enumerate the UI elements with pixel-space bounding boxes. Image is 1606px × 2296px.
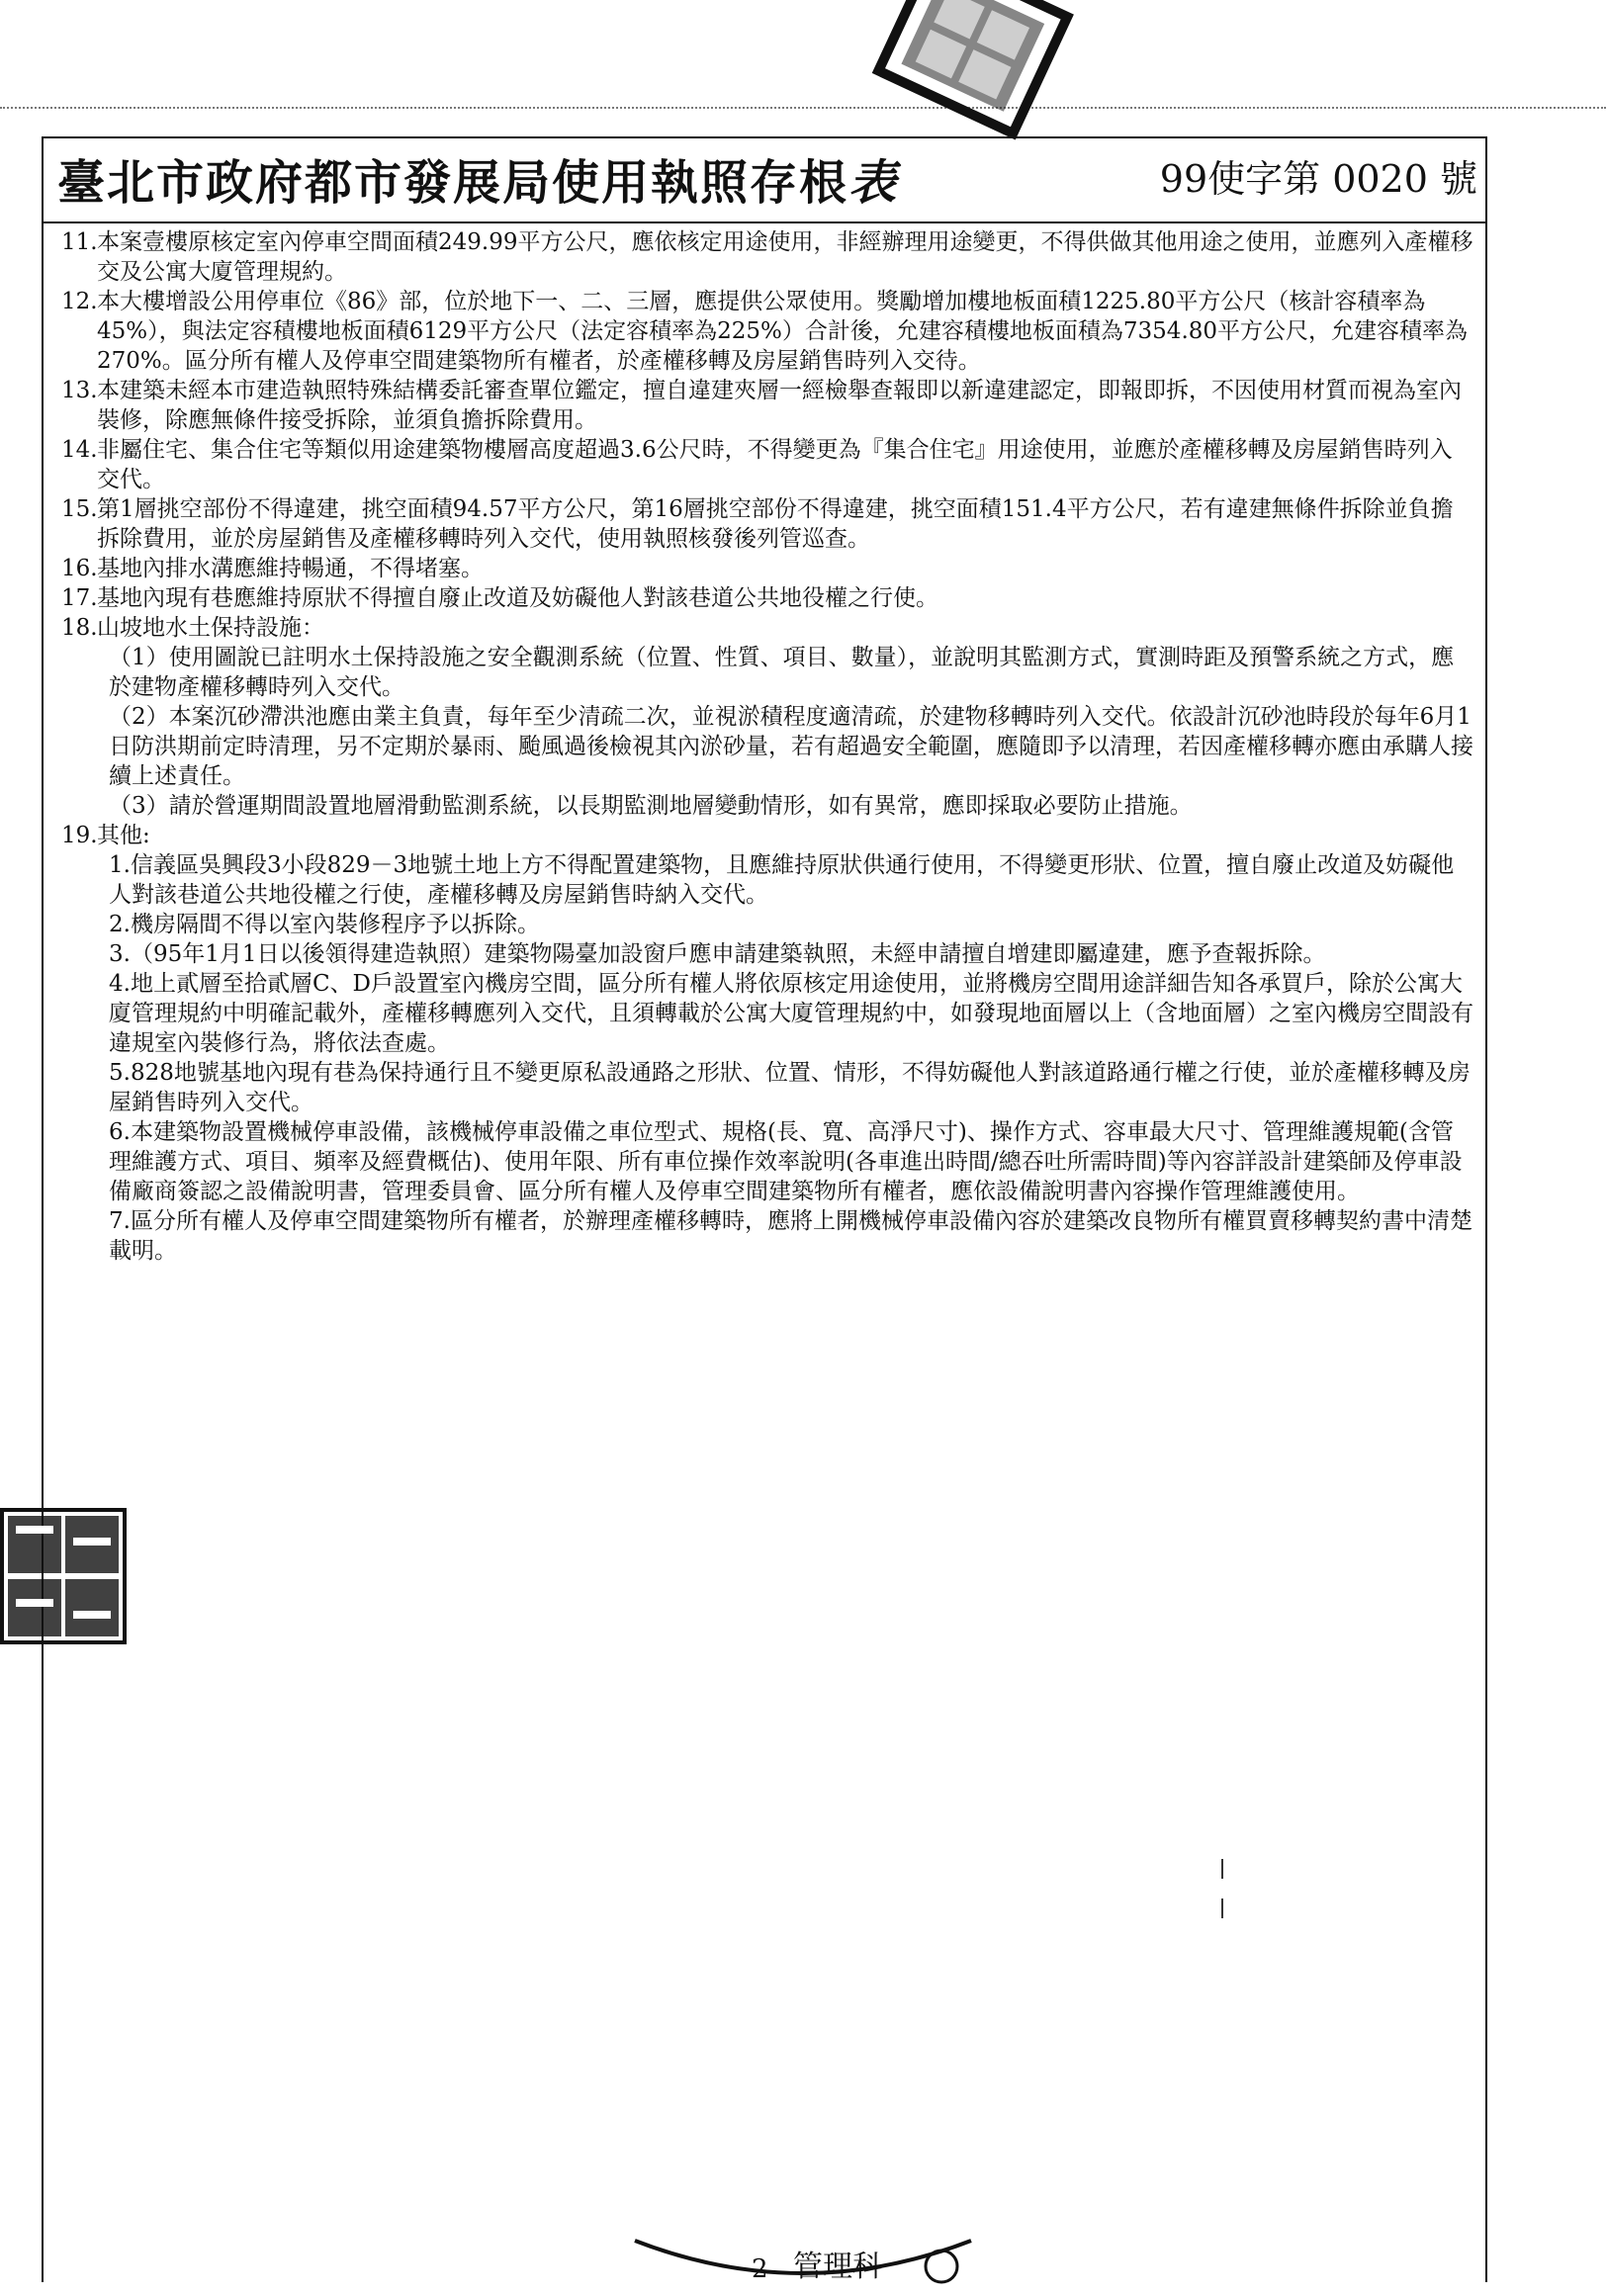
scan-marks bbox=[1212, 1859, 1232, 1968]
page-number: 2 bbox=[752, 2254, 768, 2284]
condition-text: 本大樓增設公用停車位《86》部，位於地下一、二、三層，應提供公眾使用。獎勵增加樓地板面積1225.80平方公尺（核計容積率為45%），與法定容積樓地板面積6129平方公尺（法定容積率為225%）合計後，允建容積樓地板面積為7354.80平方公尺，允建容積率為270%。區分所有權人及停車空間建築物所有權者，於產權移轉及房屋銷售時列入交待。 bbox=[97, 289, 1469, 374]
condition-subitem: 7.區分所有權人及停車空間建築物所有權者，於辦理產權移轉時，應將上開機械停車設備內容於建築改良物所有權買賣移轉契約書中清楚載明。 bbox=[109, 1208, 1472, 1264]
condition-subitem: 6.本建築物設置機械停車設備，該機械停車設備之車位型式、規格(長、寬、高淨尺寸)、操作方式、容車最大尺寸、管理維護規範(含管理維護方式、項目、頻率及經費概估)、使用年限、所有車位操作效率說明(各車進出時間/總吞吐所需時間)等內容詳設計建築師及停車設備廠商簽認之設備說明書，管理委員會、區分所有權人及停車空間建築物所有權者，應依設備說明書內容操作管理維護使用。 bbox=[109, 1119, 1463, 1204]
condition-item bbox=[61, 287, 1473, 376]
condition-number: 14. bbox=[61, 437, 98, 463]
condition-item bbox=[61, 435, 1473, 494]
condition-number: 17. bbox=[61, 585, 98, 611]
condition-text: 本案壹樓原核定室內停車空間面積249.99平方公尺，應依核定用途使用，非經辦理用途變更，不得供做其他用途之使用，並應列入產權移交及公寓大廈管理規約。 bbox=[97, 229, 1473, 285]
condition-item bbox=[61, 821, 1473, 850]
condition-number: 11. bbox=[61, 229, 98, 255]
document-header bbox=[44, 138, 1485, 223]
condition-item bbox=[61, 227, 1473, 287]
condition-number: 19. bbox=[61, 823, 98, 848]
condition-number: 18. bbox=[61, 615, 98, 641]
condition-text: 基地內現有巷應維持原狀不得擅自廢止改道及妨礙他人對該巷道公共地役權之行使。 bbox=[97, 585, 938, 611]
condition-text: 其他: bbox=[97, 823, 150, 848]
condition-text: 第1層挑空部份不得違建，挑空面積94.57平方公尺，第16層挑空部份不得違建，挑空面積151.4平方公尺，若有違建無條件拆除並負擔拆除費用，並於房屋銷售及產權移轉時列入交代，使用執照核發後列管巡查。 bbox=[97, 496, 1454, 552]
condition-item bbox=[61, 583, 1473, 613]
official-seal-top bbox=[852, 0, 1090, 148]
bottom-seal-text: 管理科 bbox=[793, 2250, 882, 2284]
condition-text: 非屬住宅、集合住宅等類似用途建築物樓層高度超過3.6公尺時，不得變更為『集合住宅』用途使用，並應於產權移轉及房屋銷售時列入交代。 bbox=[97, 437, 1453, 492]
title-text: 臺北市政府都市發展局使用執照存根 bbox=[57, 155, 849, 211]
title-stamp-fragment: 表 bbox=[848, 155, 899, 211]
document-frame bbox=[42, 136, 1487, 2282]
side-seal bbox=[0, 1508, 127, 1644]
permit-number: 99使字第 0020 號 bbox=[1159, 157, 1477, 201]
condition-subitem: （2）本案沉砂滯洪池應由業主負責，每年至少清疏二次，並視淤積程度適清疏，於建物移轉時列入交代。依設計沉砂池時段於每年6月1日防洪期前定時清理，另不定期於暴雨、颱風過後檢視其內淤砂量，若有超過安全範圍，應隨即予以清理，若因產權移轉亦應由承購人接續上述責任。 bbox=[109, 704, 1473, 789]
condition-number: 13. bbox=[61, 378, 98, 403]
condition-subitem: 4.地上貳層至拾貳層C、D戶設置室內機房空間，區分所有權人將依原核定用途使用，並將機房空間用途詳細告知各承買戶，除於公寓大廈管理規約中明確記載外，產權移轉應列入交代，且須轉載於公寓大廈管理規約中，如發現地面層以上（含地面層）之室內機房空間設有違規室內裝修行為，將依法查處。 bbox=[109, 971, 1473, 1056]
conditions-list bbox=[61, 227, 1473, 1266]
condition-subitem: （3）請於營運期間設置地層滑動監測系統，以長期監測地層變動情形，如有異常，應即採取必要防止措施。 bbox=[109, 793, 1193, 819]
condition-number: 16. bbox=[61, 556, 98, 581]
condition-subitem: 3.（95年1月1日以後領得建造執照）建築物陽臺加設窗戶應申請建築執照，未經申請擅自增建即屬違建，應予查報拆除。 bbox=[109, 941, 1326, 967]
condition-number: 15. bbox=[61, 496, 98, 522]
condition-subitem: 5.828地號基地內現有巷為保持通行且不變更原私設通路之形狀、位置、情形，不得妨礙他人對該道路通行權之行使，並於產權移轉及房屋銷售時列入交代。 bbox=[109, 1060, 1471, 1115]
scan-artifact-line bbox=[0, 107, 1606, 109]
condition-item bbox=[61, 554, 1473, 583]
page-title bbox=[57, 144, 898, 213]
condition-subitem: （1）使用圖說已註明水土保持設施之安全觀測系統（位置、性質、項目、數量），並說明其監測方式，實測時距及預警系統之方式，應於建物產權移轉時列入交代。 bbox=[109, 645, 1455, 700]
condition-number: 12. bbox=[61, 289, 98, 314]
condition-item bbox=[61, 613, 1473, 643]
bottom-seal bbox=[625, 2237, 981, 2296]
condition-item bbox=[61, 376, 1473, 435]
condition-item bbox=[61, 494, 1473, 554]
condition-subitem: 2.機房隔間不得以室內裝修程序予以拆除。 bbox=[109, 912, 540, 937]
condition-text: 基地內排水溝應維持暢通，不得堵塞。 bbox=[97, 556, 484, 581]
condition-text: 山坡地水土保持設施： bbox=[97, 615, 324, 641]
condition-subitem: 1.信義區吳興段3小段829－3地號土地上方不得配置建築物，且應維持原狀供通行使用，不得變更形狀、位置，擅自廢止改道及妨礙他人對該巷道公共地役權之行使，產權移轉及房屋銷售時納入交代。 bbox=[109, 852, 1455, 908]
condition-text: 本建築未經本市建造執照特殊結構委託審查單位鑑定，擅自違建夾層一經檢舉查報即以新違建認定，即報即拆，不因使用材質而視為室內裝修，除應無條件接受拆除，並須負擔拆除費用。 bbox=[97, 378, 1462, 433]
